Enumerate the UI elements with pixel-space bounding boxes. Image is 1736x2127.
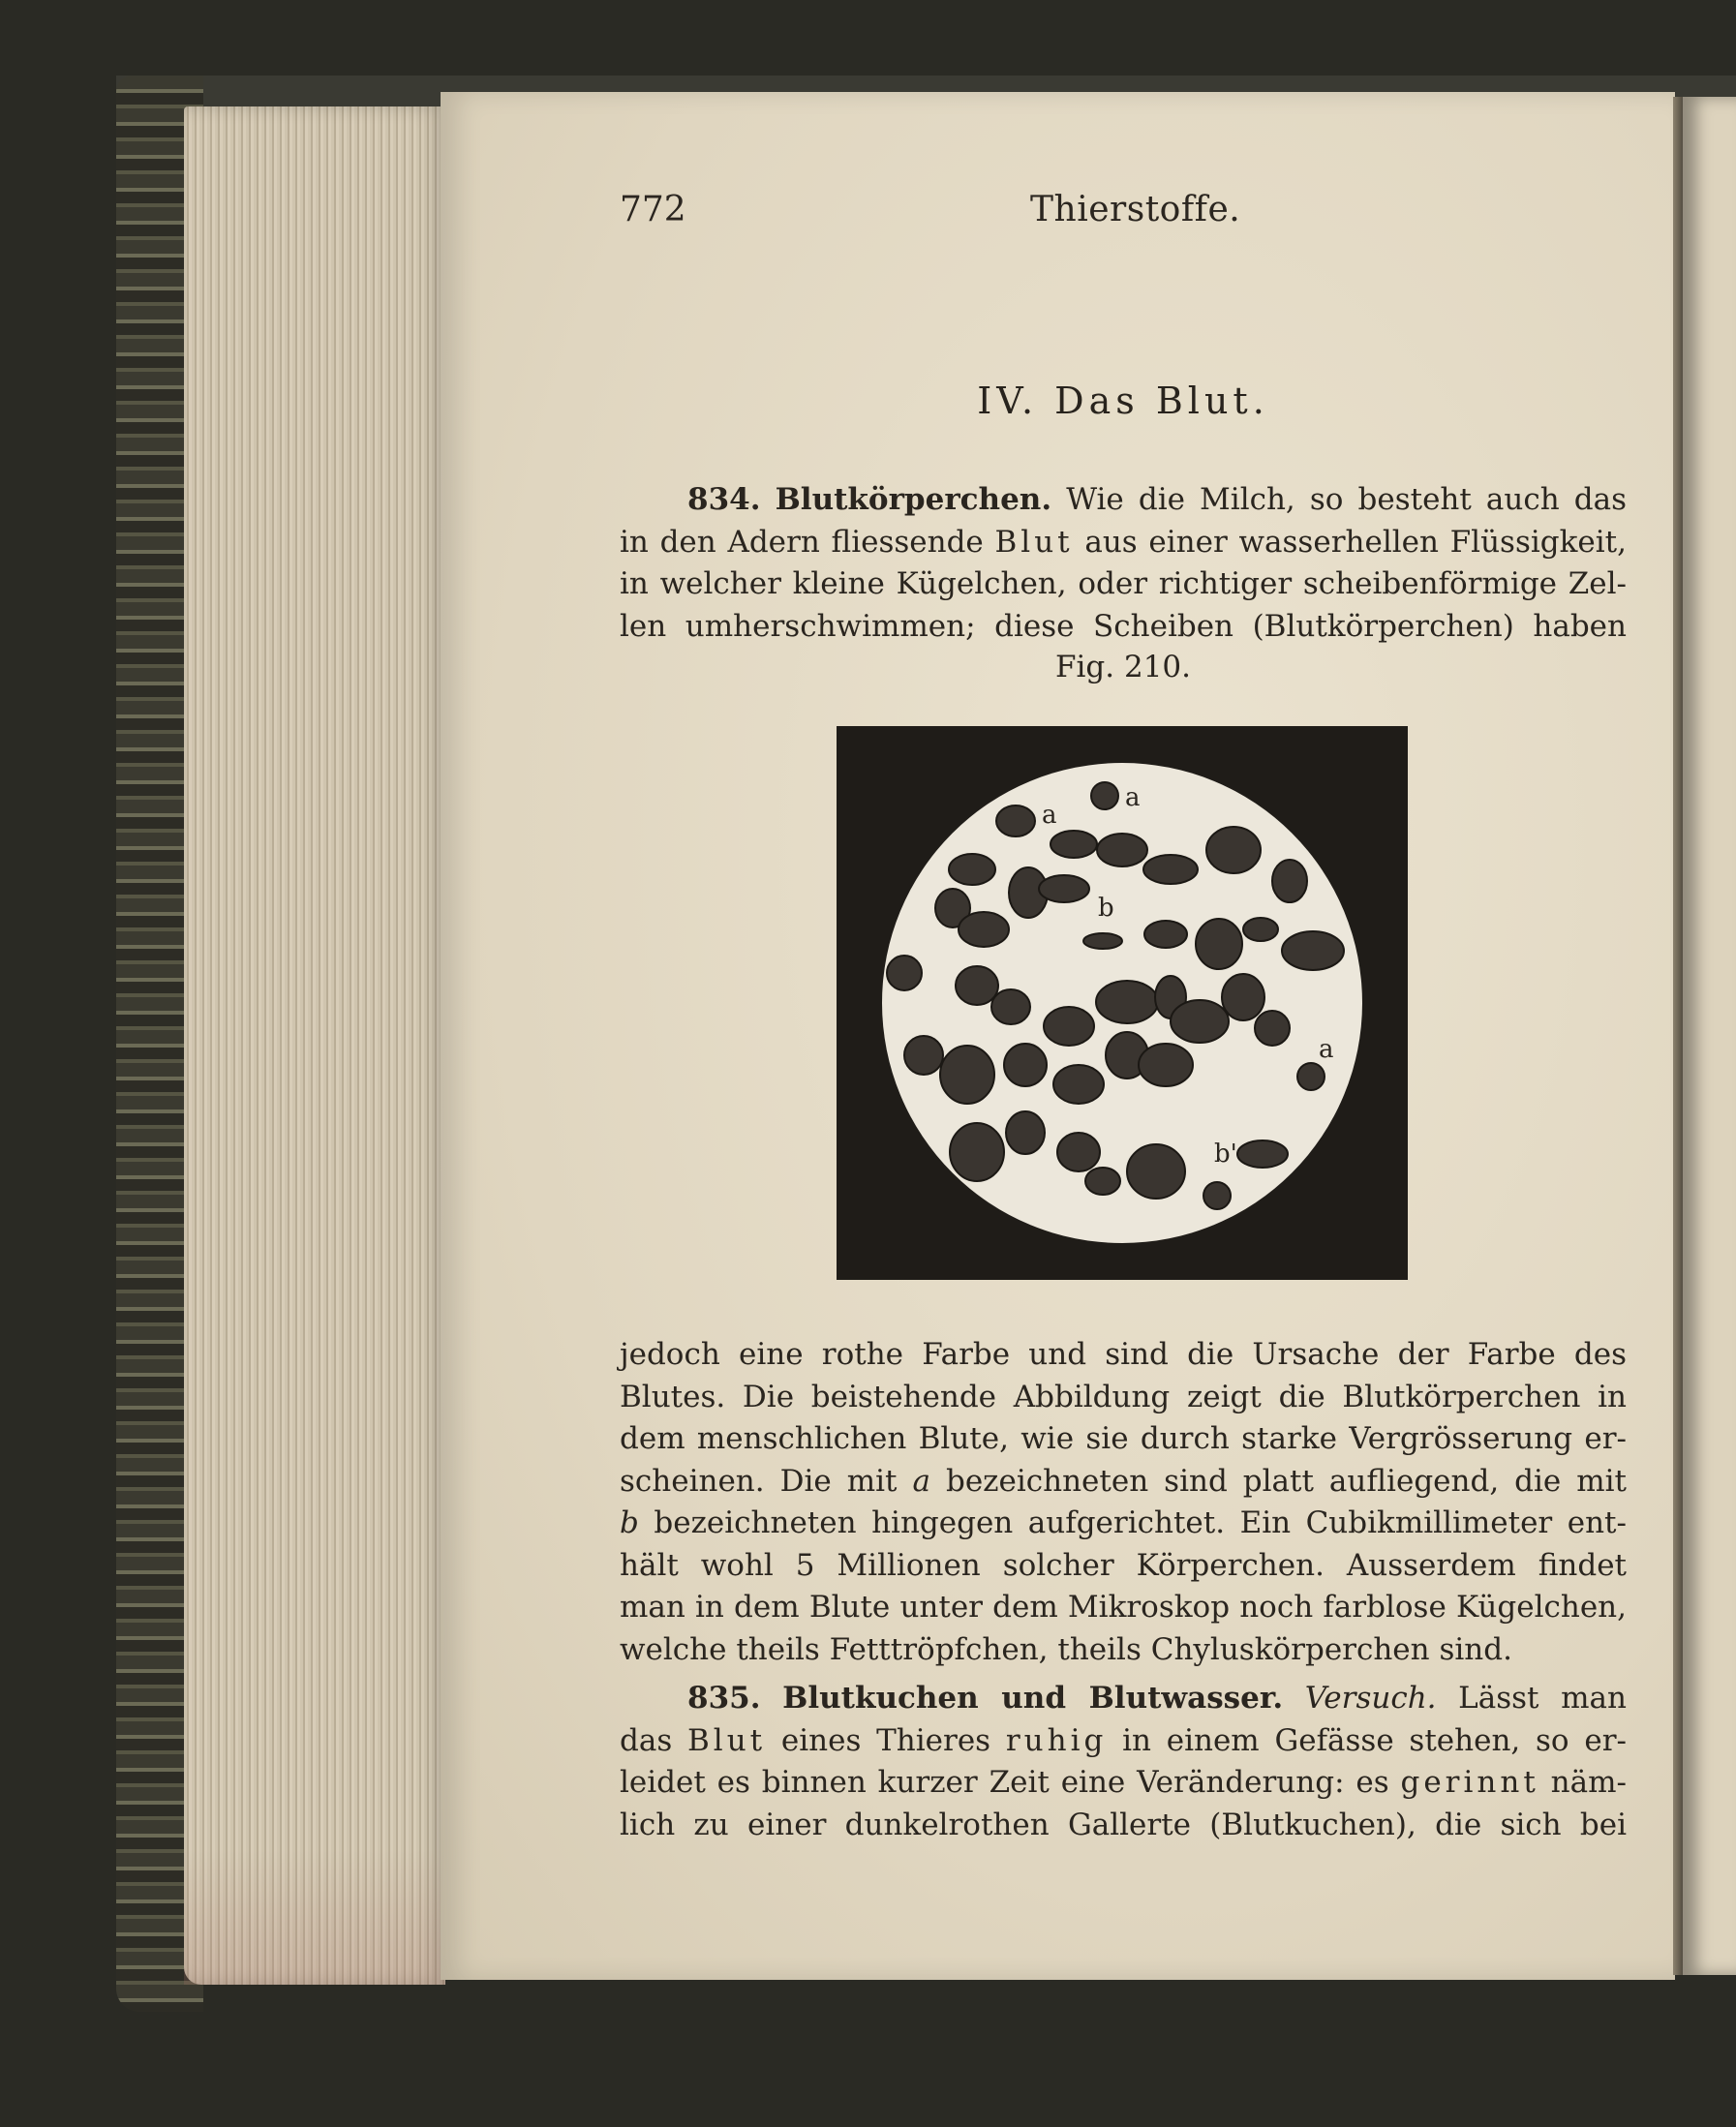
page-header: [620, 190, 1617, 238]
text-line: in welcher kleine Kügelchen, oder richtiger scheibenförmige Zel-: [620, 566, 1627, 601]
paragraph-heading: Blutkuchen und Blutwasser.: [782, 1681, 1284, 1716]
next-page-sliver: [1683, 97, 1736, 1975]
svg-text:a: a: [1042, 801, 1057, 830]
microscope-view: [837, 726, 1408, 1280]
text-line: lich zu einer dunkelrothen Gallerte (Blutkuchen), die sich bei: [620, 1807, 1627, 1842]
paragraph-835: [620, 1678, 1627, 1846]
page-edges: [184, 106, 445, 1985]
text-line: leidet es binnen kurzer Zeit eine Veränderung: es gerinnt näm-: [620, 1765, 1627, 1800]
paragraph-heading: Blutkörperchen.: [775, 482, 1052, 517]
text-line: 834. Blutkörperchen. Wie die Milch, so besteht auch das: [687, 482, 1627, 517]
svg-text:a: a: [1125, 783, 1141, 812]
running-head: Thierstoffe.: [1030, 190, 1241, 229]
text-line: 835. Blutkuchen und Blutwasser. Versuch. Lässt man: [687, 1681, 1627, 1716]
svg-text:a: a: [1319, 1035, 1334, 1064]
section-title: IV. Das Blut.: [977, 380, 1269, 422]
text-line: man in dem Blute unter dem Mikroskop noch farblose Kügelchen,: [620, 1590, 1627, 1625]
blood-cells-figure: [837, 726, 1408, 1280]
figure-label: Fig. 210.: [1055, 650, 1191, 684]
text-line: dem menschlichen Blute, wie sie durch starke Vergrösserung er-: [620, 1421, 1627, 1456]
page-number: 772: [620, 190, 686, 229]
svg-text:b: b: [1098, 894, 1114, 923]
paragraph-continuation: [620, 1334, 1627, 1671]
paragraph-number: 835.: [687, 1681, 761, 1716]
text-line: scheinen. Die mit a bezeichneten sind platt aufliegend, die mit: [620, 1463, 1628, 1499]
paragraph-number: 834.: [687, 482, 761, 517]
paragraph-834: [620, 479, 1627, 648]
text-line: len umherschwimmen; diese Scheiben (Blutkörperchen) haben: [620, 608, 1627, 644]
text-line: jedoch eine rothe Farbe und sind die Ursache der Farbe des: [620, 1337, 1627, 1372]
text-line: welche theils Fetttröpfchen, theils Chyluskörperchen sind.: [620, 1631, 1512, 1667]
text-line: Blutes. Die beistehende Abbildung zeigt die Blutkörperchen in: [620, 1379, 1627, 1414]
svg-text:b': b': [1214, 1139, 1237, 1169]
text-line: das Blut eines Thieres ruhig in einem Gefässe stehen, so er-: [620, 1722, 1627, 1758]
text-line: hält wohl 5 Millionen solcher Körperchen. Ausserdem findet: [620, 1547, 1627, 1583]
text-line: in den Adern fliessende Blut aus einer wasserhellen Flüssigkeit,: [620, 524, 1627, 560]
text-line: b bezeichneten hingegen aufgerichtet. Ein Cubikmillimeter ent-: [620, 1505, 1627, 1540]
